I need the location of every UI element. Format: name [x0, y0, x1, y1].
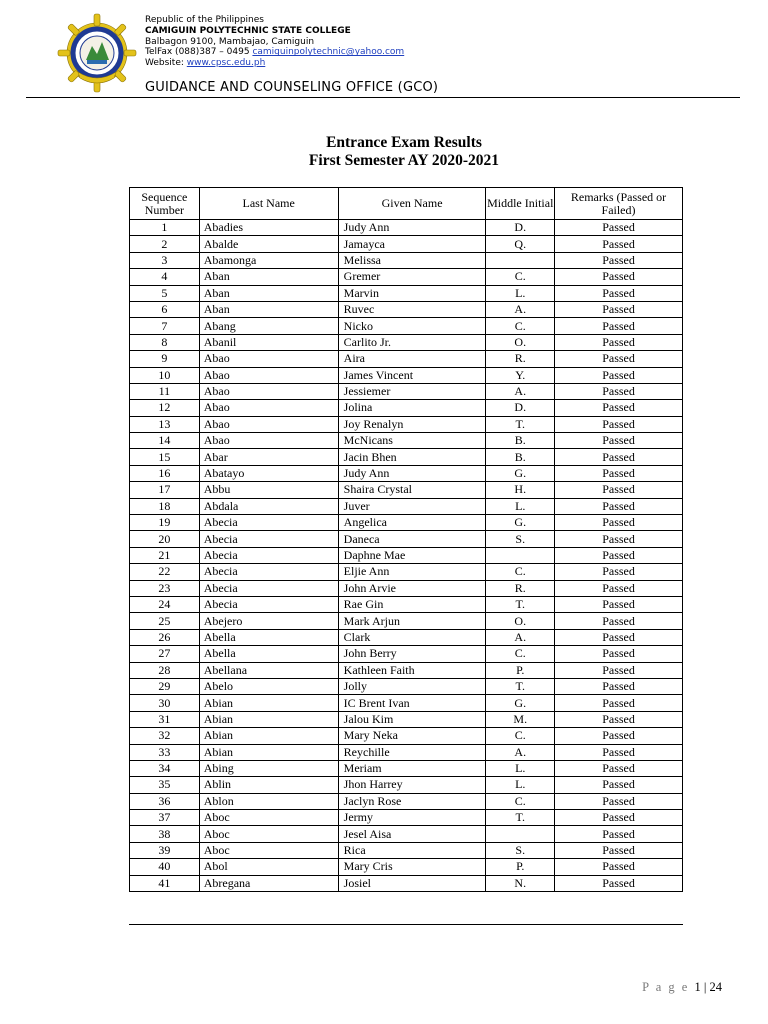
- remarks-cell: Passed: [555, 449, 683, 465]
- last-name-cell: Abelo: [199, 678, 338, 694]
- sequence-cell: 5: [130, 285, 200, 301]
- sequence-cell: 24: [130, 596, 200, 612]
- sequence-cell: 8: [130, 334, 200, 350]
- middle-initial-cell: D.: [486, 400, 555, 416]
- last-name-cell: Ablin: [199, 777, 338, 793]
- remarks-cell: Passed: [555, 269, 683, 285]
- last-name-cell: Abecia: [199, 531, 338, 547]
- table-row: [130, 744, 683, 760]
- results-table: [129, 187, 683, 892]
- letterhead-text: [145, 15, 404, 69]
- remarks-cell: Passed: [555, 285, 683, 301]
- given-name-cell: Melissa: [338, 252, 486, 268]
- sequence-cell: 34: [130, 760, 200, 776]
- last-name-cell: Abao: [199, 383, 338, 399]
- table-row: [130, 334, 683, 350]
- remarks-cell: Passed: [555, 465, 683, 481]
- middle-initial-cell: B.: [486, 449, 555, 465]
- middle-initial-cell: N.: [486, 875, 555, 891]
- table-row: [130, 515, 683, 531]
- middle-initial-cell: [486, 252, 555, 268]
- table-row: [130, 613, 683, 629]
- table-row: [130, 596, 683, 612]
- title-line-1: Entrance Exam Results: [326, 134, 482, 151]
- last-name-cell: Abellana: [199, 662, 338, 678]
- sequence-cell: 19: [130, 515, 200, 531]
- middle-initial-cell: C.: [486, 793, 555, 809]
- last-name-cell: Abamonga: [199, 252, 338, 268]
- table-row: [130, 547, 683, 563]
- table-row: [130, 449, 683, 465]
- last-name-cell: Abao: [199, 416, 338, 432]
- sequence-cell: 35: [130, 777, 200, 793]
- middle-initial-cell: S.: [486, 531, 555, 547]
- middle-initial-cell: C.: [486, 564, 555, 580]
- sequence-cell: 39: [130, 842, 200, 858]
- given-name-cell: Joy Renalyn: [338, 416, 486, 432]
- given-name-cell: Gremer: [338, 269, 486, 285]
- table-row: [130, 711, 683, 727]
- table-row: [130, 383, 683, 399]
- remarks-cell: Passed: [555, 875, 683, 891]
- last-name-cell: Abian: [199, 744, 338, 760]
- sequence-cell: 29: [130, 678, 200, 694]
- given-name-cell: Jolina: [338, 400, 486, 416]
- sequence-cell: 25: [130, 613, 200, 629]
- middle-initial-cell: A.: [486, 383, 555, 399]
- last-name-cell: Aboc: [199, 826, 338, 842]
- last-name-cell: Aboc: [199, 842, 338, 858]
- middle-initial-cell: P.: [486, 859, 555, 875]
- given-name-cell: IC Brent Ivan: [338, 695, 486, 711]
- email-link[interactable]: camiguinpolytechnic@yahoo.com: [252, 47, 405, 58]
- sequence-cell: 38: [130, 826, 200, 842]
- middle-initial-cell: S.: [486, 842, 555, 858]
- sequence-cell: 32: [130, 728, 200, 744]
- middle-initial-cell: G.: [486, 695, 555, 711]
- table-body: [130, 220, 683, 892]
- sequence-cell: 18: [130, 498, 200, 514]
- table-row: [130, 842, 683, 858]
- last-name-cell: Aban: [199, 285, 338, 301]
- given-name-cell: Mary Cris: [338, 859, 486, 875]
- last-name-cell: Abian: [199, 711, 338, 727]
- given-name-cell: Daphne Mae: [338, 547, 486, 563]
- middle-initial-cell: C.: [486, 646, 555, 662]
- republic-line: Republic of the Philippines: [145, 15, 264, 25]
- middle-initial-cell: T.: [486, 678, 555, 694]
- last-name-cell: Abao: [199, 351, 338, 367]
- last-name-cell: Abecia: [199, 580, 338, 596]
- given-name-cell: Josiel: [338, 875, 486, 891]
- table-row: [130, 531, 683, 547]
- last-name-cell: Aban: [199, 269, 338, 285]
- given-name-cell: Nicko: [338, 318, 486, 334]
- sequence-cell: 30: [130, 695, 200, 711]
- middle-initial-cell: H.: [486, 482, 555, 498]
- remarks-cell: Passed: [555, 252, 683, 268]
- address-line: Balbagon 9100, Mambajao, Camiguin: [145, 36, 315, 47]
- last-name-cell: Abao: [199, 367, 338, 383]
- middle-initial-cell: T.: [486, 596, 555, 612]
- middle-initial-cell: Q.: [486, 236, 555, 252]
- middle-initial-cell: A.: [486, 301, 555, 317]
- middle-initial-cell: D.: [486, 220, 555, 236]
- middle-initial-cell: A.: [486, 744, 555, 760]
- middle-initial-cell: P.: [486, 662, 555, 678]
- middle-initial-cell: O.: [486, 334, 555, 350]
- remarks-cell: Passed: [555, 678, 683, 694]
- header-remarks: Remarks (Passed or Failed): [555, 188, 683, 220]
- sequence-cell: 41: [130, 875, 200, 891]
- last-name-cell: Abol: [199, 859, 338, 875]
- middle-initial-cell: Y.: [486, 367, 555, 383]
- remarks-cell: Passed: [555, 580, 683, 596]
- last-name-cell: Abalde: [199, 236, 338, 252]
- sequence-cell: 15: [130, 449, 200, 465]
- table-row: [130, 793, 683, 809]
- last-name-cell: Abatayo: [199, 465, 338, 481]
- table-row: [130, 646, 683, 662]
- table-row: [130, 301, 683, 317]
- middle-initial-cell: R.: [486, 580, 555, 596]
- sequence-cell: 33: [130, 744, 200, 760]
- letterhead: [0, 0, 768, 100]
- last-name-cell: Abar: [199, 449, 338, 465]
- sequence-cell: 4: [130, 269, 200, 285]
- middle-initial-cell: G.: [486, 465, 555, 481]
- table-row: [130, 580, 683, 596]
- remarks-cell: Passed: [555, 400, 683, 416]
- table-row: [130, 285, 683, 301]
- remarks-cell: Passed: [555, 810, 683, 826]
- middle-initial-cell: L.: [486, 498, 555, 514]
- given-name-cell: Aira: [338, 351, 486, 367]
- given-name-cell: Kathleen Faith: [338, 662, 486, 678]
- given-name-cell: Jessiemer: [338, 383, 486, 399]
- header-middle-initial: Middle Initial: [486, 188, 555, 220]
- page-label: P a g e: [642, 980, 690, 994]
- camiguin-polytechnic-seal-icon: [56, 12, 138, 94]
- middle-initial-cell: [486, 547, 555, 563]
- remarks-cell: Passed: [555, 859, 683, 875]
- table-row: [130, 498, 683, 514]
- given-name-cell: Mark Arjun: [338, 613, 486, 629]
- given-name-cell: Meriam: [338, 760, 486, 776]
- table-row: [130, 433, 683, 449]
- sequence-cell: 6: [130, 301, 200, 317]
- sequence-cell: 40: [130, 859, 200, 875]
- middle-initial-cell: B.: [486, 433, 555, 449]
- middle-initial-cell: R.: [486, 351, 555, 367]
- last-name-cell: Abecia: [199, 564, 338, 580]
- remarks-cell: Passed: [555, 531, 683, 547]
- remarks-cell: Passed: [555, 498, 683, 514]
- telfax-text: TelFax (088)387 – 0495: [145, 47, 253, 58]
- table-row: [130, 465, 683, 481]
- remarks-cell: Passed: [555, 351, 683, 367]
- remarks-cell: Passed: [555, 318, 683, 334]
- given-name-cell: Mary Neka: [338, 728, 486, 744]
- given-name-cell: Rica: [338, 842, 486, 858]
- last-name-cell: Abregana: [199, 875, 338, 891]
- table-row: [130, 318, 683, 334]
- remarks-cell: Passed: [555, 416, 683, 432]
- remarks-cell: Passed: [555, 613, 683, 629]
- sequence-cell: 27: [130, 646, 200, 662]
- table-row: [130, 367, 683, 383]
- remarks-cell: Passed: [555, 695, 683, 711]
- sequence-cell: 3: [130, 252, 200, 268]
- table-row: [130, 400, 683, 416]
- given-name-cell: Shaira Crystal: [338, 482, 486, 498]
- page-number: [642, 980, 722, 995]
- table-header-row: [130, 188, 683, 220]
- given-name-cell: Marvin: [338, 285, 486, 301]
- table-row: [130, 760, 683, 776]
- college-name: CAMIGUIN POLYTECHNIC STATE COLLEGE: [145, 25, 351, 36]
- sequence-cell: 13: [130, 416, 200, 432]
- sequence-cell: 14: [130, 433, 200, 449]
- title-line-2: First Semester AY 2020-2021: [308, 152, 500, 169]
- table-row: [130, 662, 683, 678]
- office-name: GUIDANCE AND COUNSELING OFFICE (GCO): [145, 80, 439, 95]
- table-row: [130, 629, 683, 645]
- remarks-cell: Passed: [555, 711, 683, 727]
- website-line: [145, 58, 404, 69]
- given-name-cell: McNicans: [338, 433, 486, 449]
- table-row: [130, 695, 683, 711]
- table-row: [130, 777, 683, 793]
- last-name-cell: Abecia: [199, 596, 338, 612]
- last-name-cell: Abian: [199, 695, 338, 711]
- sequence-cell: 28: [130, 662, 200, 678]
- sequence-cell: 21: [130, 547, 200, 563]
- middle-initial-cell: T.: [486, 810, 555, 826]
- remarks-cell: Passed: [555, 301, 683, 317]
- remarks-cell: Passed: [555, 793, 683, 809]
- middle-initial-cell: O.: [486, 613, 555, 629]
- given-name-cell: Clark: [338, 629, 486, 645]
- last-name-cell: Abao: [199, 433, 338, 449]
- remarks-cell: Passed: [555, 826, 683, 842]
- last-name-cell: Abang: [199, 318, 338, 334]
- sequence-cell: 20: [130, 531, 200, 547]
- last-name-cell: Abao: [199, 400, 338, 416]
- given-name-cell: Juver: [338, 498, 486, 514]
- remarks-cell: Passed: [555, 760, 683, 776]
- remarks-cell: Passed: [555, 334, 683, 350]
- header-given-name: Given Name: [338, 188, 486, 220]
- given-name-cell: Jesel Aisa: [338, 826, 486, 842]
- remarks-cell: Passed: [555, 744, 683, 760]
- sequence-cell: 1: [130, 220, 200, 236]
- given-name-cell: Jalou Kim: [338, 711, 486, 727]
- given-name-cell: Angelica: [338, 515, 486, 531]
- middle-initial-cell: G.: [486, 515, 555, 531]
- sequence-cell: 9: [130, 351, 200, 367]
- middle-initial-cell: L.: [486, 285, 555, 301]
- last-name-cell: Abbu: [199, 482, 338, 498]
- remarks-cell: Passed: [555, 236, 683, 252]
- given-name-cell: Daneca: [338, 531, 486, 547]
- last-name-cell: Ablon: [199, 793, 338, 809]
- given-name-cell: Judy Ann: [338, 220, 486, 236]
- middle-initial-cell: T.: [486, 416, 555, 432]
- remarks-cell: Passed: [555, 220, 683, 236]
- table-row: [130, 875, 683, 891]
- remarks-cell: Passed: [555, 596, 683, 612]
- footer-divider: [129, 924, 683, 925]
- given-name-cell: Rae Gin: [338, 596, 486, 612]
- given-name-cell: John Arvie: [338, 580, 486, 596]
- given-name-cell: Reychille: [338, 744, 486, 760]
- remarks-cell: Passed: [555, 842, 683, 858]
- table-row: [130, 351, 683, 367]
- remarks-cell: Passed: [555, 367, 683, 383]
- last-name-cell: Abecia: [199, 547, 338, 563]
- middle-initial-cell: L.: [486, 760, 555, 776]
- table-row: [130, 859, 683, 875]
- table-row: [130, 416, 683, 432]
- sequence-cell: 37: [130, 810, 200, 826]
- sequence-cell: 36: [130, 793, 200, 809]
- given-name-cell: Judy Ann: [338, 465, 486, 481]
- last-name-cell: Abadies: [199, 220, 338, 236]
- sequence-cell: 31: [130, 711, 200, 727]
- remarks-cell: Passed: [555, 777, 683, 793]
- sequence-cell: 26: [130, 629, 200, 645]
- given-name-cell: Jhon Harrey: [338, 777, 486, 793]
- last-name-cell: Aban: [199, 301, 338, 317]
- sequence-cell: 2: [130, 236, 200, 252]
- given-name-cell: Eljie Ann: [338, 564, 486, 580]
- middle-initial-cell: C.: [486, 269, 555, 285]
- given-name-cell: John Berry: [338, 646, 486, 662]
- telfax-line: [145, 47, 404, 58]
- table-row: [130, 220, 683, 236]
- last-name-cell: Abing: [199, 760, 338, 776]
- given-name-cell: James Vincent: [338, 367, 486, 383]
- table-row: [130, 252, 683, 268]
- remarks-cell: Passed: [555, 383, 683, 399]
- remarks-cell: Passed: [555, 547, 683, 563]
- remarks-cell: Passed: [555, 433, 683, 449]
- middle-initial-cell: A.: [486, 629, 555, 645]
- middle-initial-cell: L.: [486, 777, 555, 793]
- page-count: 1 | 24: [694, 980, 722, 994]
- given-name-cell: Carlito Jr.: [338, 334, 486, 350]
- last-name-cell: Abella: [199, 629, 338, 645]
- sequence-cell: 10: [130, 367, 200, 383]
- last-name-cell: Abella: [199, 646, 338, 662]
- sequence-cell: 7: [130, 318, 200, 334]
- sequence-cell: 23: [130, 580, 200, 596]
- middle-initial-cell: C.: [486, 728, 555, 744]
- sequence-cell: 22: [130, 564, 200, 580]
- remarks-cell: Passed: [555, 662, 683, 678]
- table-row: [130, 269, 683, 285]
- header-divider: [26, 97, 740, 98]
- table-row: [130, 236, 683, 252]
- given-name-cell: Jacin Bhen: [338, 449, 486, 465]
- middle-initial-cell: [486, 826, 555, 842]
- middle-initial-cell: M.: [486, 711, 555, 727]
- website-label: Website:: [145, 58, 187, 69]
- remarks-cell: Passed: [555, 728, 683, 744]
- table-row: [130, 728, 683, 744]
- last-name-cell: Abecia: [199, 515, 338, 531]
- document-title: [0, 134, 768, 170]
- sequence-cell: 17: [130, 482, 200, 498]
- last-name-cell: Abanil: [199, 334, 338, 350]
- header-last-name: Last Name: [199, 188, 338, 220]
- remarks-cell: Passed: [555, 629, 683, 645]
- remarks-cell: Passed: [555, 564, 683, 580]
- website-link[interactable]: www.cpsc.edu.ph: [186, 58, 266, 69]
- table-row: [130, 826, 683, 842]
- given-name-cell: Jaclyn Rose: [338, 793, 486, 809]
- remarks-cell: Passed: [555, 482, 683, 498]
- remarks-cell: Passed: [555, 646, 683, 662]
- sequence-cell: 12: [130, 400, 200, 416]
- given-name-cell: Jamayca: [338, 236, 486, 252]
- last-name-cell: Aboc: [199, 810, 338, 826]
- table-row: [130, 678, 683, 694]
- sequence-cell: 11: [130, 383, 200, 399]
- header-sequence-number: Sequence Number: [130, 188, 200, 220]
- last-name-cell: Abejero: [199, 613, 338, 629]
- table-row: [130, 810, 683, 826]
- last-name-cell: Abian: [199, 728, 338, 744]
- middle-initial-cell: C.: [486, 318, 555, 334]
- given-name-cell: Ruvec: [338, 301, 486, 317]
- table-row: [130, 482, 683, 498]
- last-name-cell: Abdala: [199, 498, 338, 514]
- sequence-cell: 16: [130, 465, 200, 481]
- given-name-cell: Jermy: [338, 810, 486, 826]
- given-name-cell: Jolly: [338, 678, 486, 694]
- table-row: [130, 564, 683, 580]
- remarks-cell: Passed: [555, 515, 683, 531]
